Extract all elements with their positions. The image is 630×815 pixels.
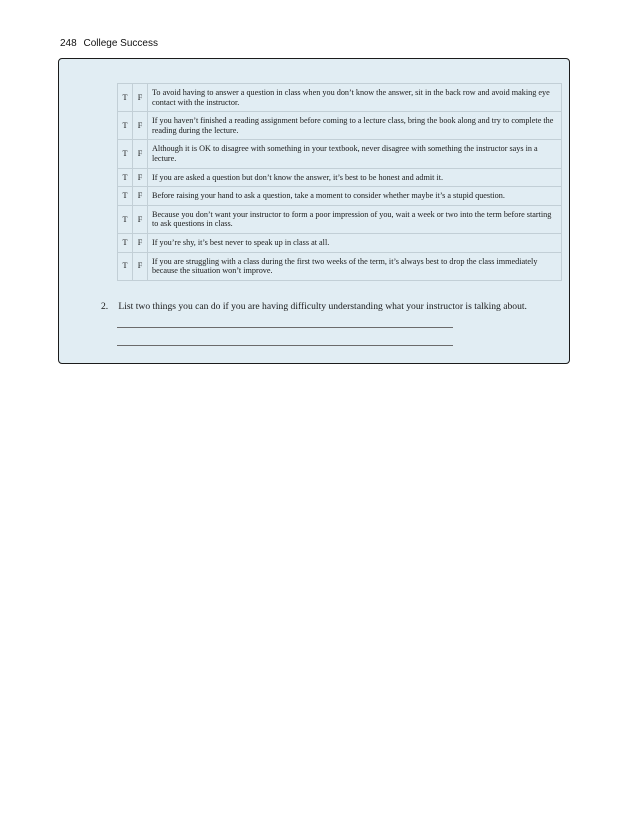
statement-text: To avoid having to answer a question in class when you don’t know the answer, sit in the back row and avoid making eye contact with the instructor. — [148, 84, 562, 112]
statement-text: Although it is OK to disagree with something in your textbook, never disagree with something the instructor says in a lecture. — [148, 140, 562, 168]
false-option[interactable]: F — [133, 168, 148, 187]
book-title: College Success — [83, 38, 158, 49]
true-option[interactable]: T — [118, 84, 133, 112]
statement-text: If you haven’t finished a reading assignment before coming to a lecture class, bring the book along and try to complete the reading during the lecture. — [148, 112, 562, 140]
running-head — [60, 38, 158, 49]
statement-row — [118, 168, 562, 187]
statement-text: If you are struggling with a class during the first two weeks of the term, it’s always best to drop the class immediately because the situation won’t improve. — [148, 252, 562, 280]
false-option[interactable]: F — [133, 140, 148, 168]
statement-row — [118, 233, 562, 252]
statement-row — [118, 84, 562, 112]
statement-row — [118, 112, 562, 140]
question-2 — [101, 301, 561, 312]
exercise-panel — [58, 58, 570, 364]
question-number: 2. — [101, 301, 109, 312]
true-false-table — [117, 83, 562, 281]
statement-row — [118, 187, 562, 206]
statement-row — [118, 140, 562, 168]
question-text: List two things you can do if you are having difficulty understanding what your instructor is talking about. — [118, 301, 527, 312]
statement-row — [118, 252, 562, 280]
statement-text: Before raising your hand to ask a question, take a moment to consider whether maybe it’s a stupid question. — [148, 187, 562, 206]
true-option[interactable]: T — [118, 168, 133, 187]
true-option[interactable]: T — [118, 112, 133, 140]
true-option[interactable]: T — [118, 233, 133, 252]
statement-text: If you’re shy, it’s best never to speak up in class at all. — [148, 233, 562, 252]
false-option[interactable]: F — [133, 84, 148, 112]
true-option[interactable]: T — [118, 205, 133, 233]
page-number: 248 — [60, 38, 77, 49]
answer-line-2[interactable] — [117, 345, 453, 346]
answer-line-1[interactable] — [117, 327, 453, 328]
true-option[interactable]: T — [118, 252, 133, 280]
true-option[interactable]: T — [118, 187, 133, 206]
false-option[interactable]: F — [133, 187, 148, 206]
false-option[interactable]: F — [133, 233, 148, 252]
false-option[interactable]: F — [133, 205, 148, 233]
statement-text: Because you don’t want your instructor to form a poor impression of you, wait a week or two into the term before starting to ask questions in class. — [148, 205, 562, 233]
true-option[interactable]: T — [118, 140, 133, 168]
false-option[interactable]: F — [133, 252, 148, 280]
statement-text: If you are asked a question but don’t know the answer, it’s best to be honest and admit it. — [148, 168, 562, 187]
false-option[interactable]: F — [133, 112, 148, 140]
statement-row — [118, 205, 562, 233]
